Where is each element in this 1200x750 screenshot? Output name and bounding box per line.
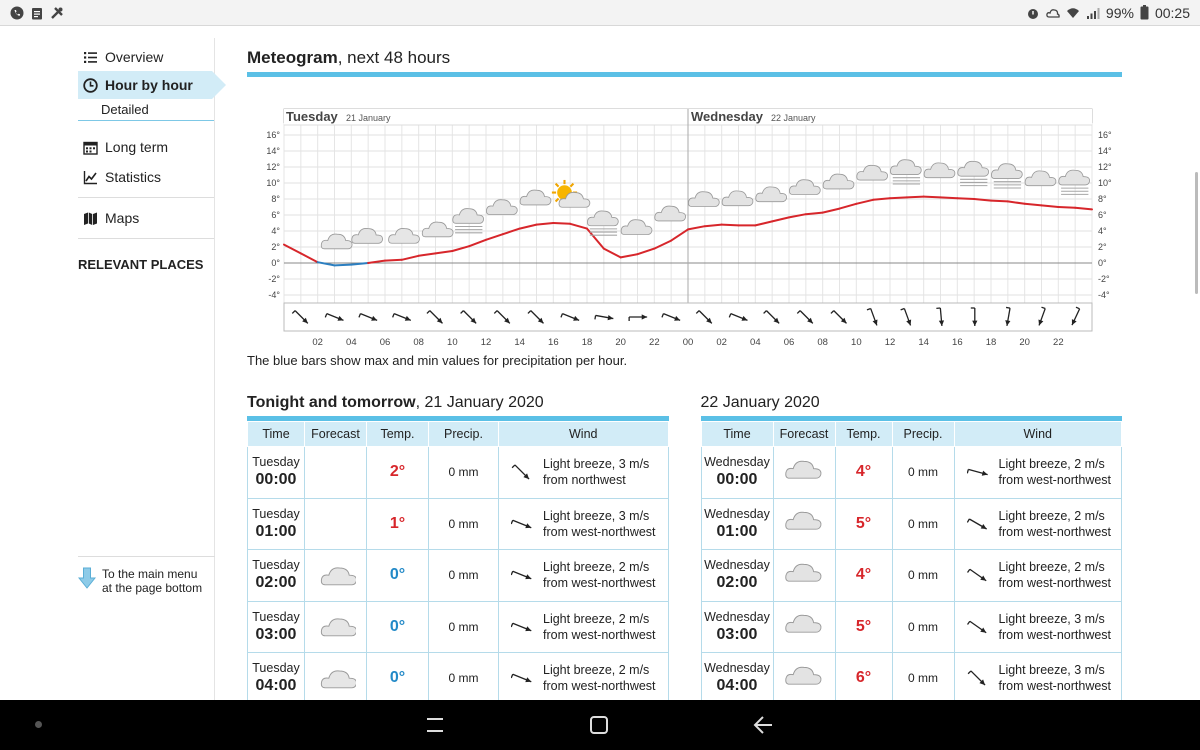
chart-icon bbox=[83, 170, 98, 185]
wind-direction-icon bbox=[967, 616, 989, 638]
col-time: Time bbox=[701, 422, 773, 447]
table-row bbox=[248, 498, 669, 550]
y-tick-left: 10° bbox=[266, 178, 280, 188]
row-day: Wednesday bbox=[704, 609, 770, 624]
wind-direction-icon bbox=[967, 513, 989, 535]
wind-direction: from west-northwest bbox=[543, 627, 656, 642]
table-row bbox=[248, 447, 669, 499]
x-tick: 02 bbox=[312, 337, 323, 345]
sidebar-item-label: Maps bbox=[105, 210, 140, 226]
y-tick-left: 16° bbox=[266, 130, 280, 140]
cell-time bbox=[701, 550, 773, 602]
temperature-segment bbox=[553, 223, 570, 224]
x-tick: 20 bbox=[1019, 337, 1030, 345]
weather-symbol-moon-cloud bbox=[321, 661, 356, 687]
wind-direction: from west-northwest bbox=[998, 627, 1112, 642]
x-tick: 08 bbox=[817, 337, 828, 345]
temperature-segment bbox=[907, 197, 924, 198]
temperature-segment bbox=[957, 198, 974, 199]
wind-direction-icon bbox=[511, 513, 533, 535]
y-tick-left: 6° bbox=[271, 210, 280, 220]
cell-time bbox=[701, 447, 773, 499]
wind-speed: Light breeze, 2 m/s bbox=[998, 457, 1105, 472]
wind-direction-icon bbox=[511, 616, 533, 638]
calendar-icon bbox=[83, 140, 98, 155]
recents-icon[interactable] bbox=[424, 713, 446, 737]
cell-precip: 0 mm bbox=[892, 447, 954, 499]
row-hour: 01:00 bbox=[255, 522, 297, 540]
x-tick: 20 bbox=[615, 337, 626, 345]
temperature-segment bbox=[722, 225, 739, 226]
row-hour: 00:00 bbox=[255, 471, 297, 489]
temperature-segment bbox=[890, 197, 907, 198]
status-bar bbox=[0, 0, 1200, 26]
wind-direction: from northwest bbox=[543, 473, 626, 488]
cell-wind bbox=[499, 550, 669, 602]
wind-direction: from west-northwest bbox=[998, 576, 1112, 591]
x-tick: 08 bbox=[413, 337, 424, 345]
phone-icon bbox=[10, 6, 24, 20]
row-day: Tuesday bbox=[252, 455, 300, 470]
sidebar-item-long-term[interactable] bbox=[78, 133, 215, 161]
cell-wind bbox=[954, 498, 1122, 550]
cell-temp bbox=[835, 653, 892, 705]
cell-precip: 0 mm bbox=[892, 653, 954, 705]
cell-time bbox=[248, 498, 305, 550]
x-tick: 02 bbox=[716, 337, 727, 345]
sidebar bbox=[78, 38, 215, 700]
wifi-icon bbox=[1066, 6, 1080, 20]
temperature-value: 0° bbox=[389, 669, 406, 687]
battery-level: 99% bbox=[1105, 4, 1134, 21]
cell-temp bbox=[367, 550, 429, 602]
cell-wind bbox=[954, 447, 1122, 499]
wind-direction: from west-northwest bbox=[998, 524, 1112, 539]
clock-icon bbox=[83, 78, 98, 93]
temperature-segment bbox=[924, 197, 941, 198]
meteogram-title: Meteogram, next 48 hours bbox=[247, 48, 1122, 77]
cell-precip: 0 mm bbox=[429, 601, 499, 653]
cell-wind bbox=[499, 653, 669, 705]
row-day: Wednesday bbox=[704, 661, 770, 676]
tomorrow-table-block bbox=[701, 394, 1123, 705]
home-icon[interactable] bbox=[588, 713, 610, 737]
table-row bbox=[248, 653, 669, 705]
y-tick-right: 0° bbox=[1098, 258, 1107, 268]
forecast-icon bbox=[784, 660, 824, 694]
cell-precip: 0 mm bbox=[892, 601, 954, 653]
meteogram-chart bbox=[247, 77, 1122, 345]
forecast-icon bbox=[316, 454, 356, 488]
wind-direction: from west-northwest bbox=[543, 679, 656, 694]
temperature-segment bbox=[335, 265, 352, 266]
cell-precip: 0 mm bbox=[429, 447, 499, 499]
cell-temp bbox=[835, 498, 892, 550]
cell-time bbox=[701, 498, 773, 550]
y-tick-right: 12° bbox=[1098, 162, 1112, 172]
nav-dot bbox=[35, 721, 42, 728]
x-tick: 10 bbox=[447, 337, 458, 345]
table-row bbox=[701, 653, 1122, 705]
table-row bbox=[701, 447, 1122, 499]
cloud-sync-icon bbox=[1046, 6, 1060, 20]
x-tick: 14 bbox=[514, 337, 525, 345]
wind-direction: from west-northwest bbox=[543, 576, 656, 591]
android-nav-bar bbox=[0, 700, 1200, 750]
day1-date: 21 January bbox=[346, 113, 391, 123]
wind-speed: Light breeze, 3 m/s bbox=[998, 663, 1105, 678]
col-temp: Temp. bbox=[367, 422, 429, 447]
row-day: Wednesday bbox=[704, 558, 770, 573]
cell-precip: 0 mm bbox=[892, 550, 954, 602]
forecast-icon bbox=[316, 505, 356, 539]
cell-time bbox=[248, 601, 305, 653]
x-tick: 18 bbox=[985, 337, 997, 345]
cell-time bbox=[248, 550, 305, 602]
wind-arrow bbox=[511, 572, 531, 580]
temperature-value: 0° bbox=[389, 566, 406, 584]
relevant-places-heading: RELEVANT PLACES bbox=[78, 257, 204, 272]
cell-time bbox=[701, 653, 773, 705]
main-menu-link-line1: To the main menu bbox=[102, 567, 198, 581]
wind-speed: Light breeze, 3 m/s bbox=[543, 457, 650, 472]
wind-band bbox=[284, 303, 1092, 331]
alarm-icon bbox=[1026, 6, 1040, 20]
temperature-segment bbox=[941, 197, 958, 198]
y-tick-left: 14° bbox=[266, 146, 280, 156]
cell-wind bbox=[499, 447, 669, 499]
temperature-value: 5° bbox=[855, 514, 872, 532]
sidebar-item-maps[interactable] bbox=[78, 204, 215, 232]
x-tick: 04 bbox=[346, 337, 357, 345]
forecast-icon bbox=[316, 608, 356, 642]
temperature-segment bbox=[991, 201, 1008, 202]
row-hour: 03:00 bbox=[716, 625, 758, 643]
today-table-block bbox=[247, 394, 669, 705]
x-tick: 14 bbox=[918, 337, 929, 345]
wind-direction: from west-northwest bbox=[543, 524, 656, 539]
sidebar-item-label: Overview bbox=[105, 49, 164, 65]
cell-wind bbox=[499, 601, 669, 653]
table-row bbox=[248, 601, 669, 653]
tomorrow-table-title: 22 January 2020 bbox=[701, 394, 1123, 421]
cell-wind bbox=[954, 550, 1122, 602]
weather-symbol-moon bbox=[328, 460, 339, 482]
col-precip: Precip. bbox=[892, 422, 954, 447]
wind-speed: Light breeze, 3 m/s bbox=[998, 611, 1105, 626]
scrollbar-thumb[interactable] bbox=[1195, 172, 1198, 294]
cell-precip: 0 mm bbox=[429, 498, 499, 550]
wind-direction-icon bbox=[967, 667, 989, 689]
temperature-segment bbox=[1058, 207, 1075, 208]
row-day: Tuesday bbox=[252, 661, 300, 676]
forecast-icon bbox=[316, 660, 356, 694]
day2-date: 22 January bbox=[771, 113, 816, 123]
wind-arrow bbox=[512, 465, 529, 479]
signal-icon bbox=[1086, 6, 1100, 20]
sidebar-item-hour-by-hour[interactable] bbox=[78, 71, 212, 99]
cell-precip: 0 mm bbox=[429, 550, 499, 602]
weather-symbol-moon bbox=[328, 511, 339, 533]
row-day: Wednesday bbox=[704, 506, 770, 521]
cell-temp bbox=[367, 498, 429, 550]
row-hour: 02:00 bbox=[716, 574, 758, 592]
wind-arrow bbox=[967, 621, 986, 632]
temperature-segment bbox=[385, 260, 402, 261]
cell-forecast bbox=[305, 447, 367, 499]
forecast-icon bbox=[784, 608, 824, 642]
temperature-value: 6° bbox=[855, 669, 872, 687]
sidebar-item-statistics[interactable] bbox=[78, 163, 215, 191]
cell-forecast bbox=[773, 550, 835, 602]
x-tick: 18 bbox=[581, 337, 593, 345]
cell-temp bbox=[835, 447, 892, 499]
cell-time bbox=[248, 447, 305, 499]
main-content bbox=[247, 48, 1122, 705]
x-tick: 22 bbox=[649, 337, 660, 345]
y-tick-right: 14° bbox=[1098, 146, 1112, 156]
cell-precip: 0 mm bbox=[429, 653, 499, 705]
y-tick-right: -2° bbox=[1098, 274, 1110, 284]
forecast-icon bbox=[784, 505, 824, 539]
wind-arrow bbox=[967, 470, 987, 476]
cell-forecast bbox=[305, 601, 367, 653]
col-time: Time bbox=[248, 422, 305, 447]
list-icon bbox=[83, 50, 98, 65]
row-day: Tuesday bbox=[252, 609, 300, 624]
row-day: Tuesday bbox=[252, 558, 300, 573]
battery-icon bbox=[1140, 5, 1149, 20]
x-tick: 22 bbox=[1053, 337, 1064, 345]
cell-time bbox=[701, 601, 773, 653]
col-wind: Wind bbox=[499, 422, 669, 447]
wind-arrow bbox=[511, 623, 531, 631]
y-tick-left: -4° bbox=[268, 290, 280, 300]
x-tick: 10 bbox=[851, 337, 862, 345]
y-tick-left: 0° bbox=[271, 258, 280, 268]
temperature-value: 4° bbox=[855, 463, 872, 481]
table-row bbox=[701, 498, 1122, 550]
forecast-table-tomorrow bbox=[701, 421, 1123, 705]
x-tick: 06 bbox=[783, 337, 795, 345]
cell-forecast bbox=[773, 601, 835, 653]
temperature-value: 1° bbox=[389, 514, 406, 532]
temperature-value: 2° bbox=[389, 463, 406, 481]
y-tick-left: 8° bbox=[271, 194, 280, 204]
main-menu-link[interactable] bbox=[78, 556, 215, 595]
cell-temp bbox=[835, 601, 892, 653]
wind-speed: Light breeze, 2 m/s bbox=[543, 611, 650, 626]
table-row bbox=[701, 601, 1122, 653]
clipboard-icon bbox=[30, 6, 44, 20]
forecast-icon bbox=[316, 557, 356, 591]
y-tick-left: 2° bbox=[271, 242, 280, 252]
row-hour: 00:00 bbox=[716, 471, 758, 489]
col-forecast: Forecast bbox=[305, 422, 367, 447]
wind-direction-icon bbox=[967, 461, 989, 483]
back-icon[interactable] bbox=[752, 713, 774, 737]
wind-speed: Light breeze, 2 m/s bbox=[543, 560, 650, 575]
wind-speed: Light breeze, 3 m/s bbox=[543, 508, 650, 523]
temperature-value: 4° bbox=[855, 566, 872, 584]
meteogram bbox=[247, 77, 1122, 345]
col-wind: Wind bbox=[954, 422, 1122, 447]
x-tick: 04 bbox=[750, 337, 761, 345]
row-day: Tuesday bbox=[252, 506, 300, 521]
row-hour: 04:00 bbox=[716, 677, 758, 695]
weather-symbol-cloud bbox=[786, 667, 821, 684]
cell-temp bbox=[367, 653, 429, 705]
row-hour: 02:00 bbox=[255, 574, 297, 592]
y-tick-left: 12° bbox=[266, 162, 280, 172]
cell-temp bbox=[367, 601, 429, 653]
arrow-down-icon bbox=[78, 567, 96, 589]
col-precip: Precip. bbox=[429, 422, 499, 447]
row-hour: 01:00 bbox=[716, 522, 758, 540]
wind-speed: Light breeze, 2 m/s bbox=[998, 560, 1105, 575]
sidebar-item-overview[interactable] bbox=[78, 43, 215, 71]
cell-wind bbox=[954, 653, 1122, 705]
meteogram-caption: The blue bars show max and min values for precipitation per hour. bbox=[247, 353, 628, 368]
cell-precip: 0 mm bbox=[892, 498, 954, 550]
wind-speed: Light breeze, 2 m/s bbox=[998, 508, 1105, 523]
temperature-value: 0° bbox=[389, 617, 406, 635]
weather-symbol-cloud bbox=[786, 513, 821, 530]
x-tick: 06 bbox=[379, 337, 391, 345]
y-tick-left: -2° bbox=[268, 274, 280, 284]
clock-time: 00:25 bbox=[1154, 4, 1190, 21]
cell-forecast bbox=[305, 498, 367, 550]
y-tick-right: 10° bbox=[1098, 178, 1112, 188]
sidebar-item-label: Statistics bbox=[105, 169, 162, 185]
cell-wind bbox=[499, 498, 669, 550]
wind-arrow bbox=[967, 570, 986, 581]
day2-label: Wednesday bbox=[691, 109, 764, 124]
wind-arrow bbox=[511, 520, 531, 528]
cell-forecast bbox=[773, 653, 835, 705]
main-menu-link-line2: at the page bottom bbox=[102, 581, 203, 595]
y-tick-right: 8° bbox=[1098, 194, 1107, 204]
row-hour: 03:00 bbox=[255, 625, 297, 643]
wind-direction: from west-northwest bbox=[998, 679, 1112, 694]
table-row bbox=[701, 550, 1122, 602]
wind-direction-icon bbox=[511, 564, 533, 586]
x-tick: 12 bbox=[480, 337, 492, 345]
cell-temp bbox=[367, 447, 429, 499]
wind-speed: Light breeze, 2 m/s bbox=[543, 663, 650, 678]
sidebar-item-label: Long term bbox=[105, 139, 169, 155]
wind-arrow bbox=[967, 519, 986, 529]
weather-symbol-cloud bbox=[786, 564, 821, 581]
sidebar-item-detailed[interactable]: Detailed bbox=[78, 99, 215, 121]
weather-symbol-moon-cloud bbox=[321, 610, 356, 636]
x-tick: 16 bbox=[952, 337, 963, 345]
wind-direction-icon bbox=[511, 461, 533, 483]
wind-direction: from west-northwest bbox=[998, 473, 1112, 488]
x-tick: 12 bbox=[884, 337, 896, 345]
today-table-title: Tonight and tomorrow, 21 January 2020 bbox=[247, 394, 669, 421]
wind-direction-icon bbox=[967, 564, 989, 586]
y-tick-right: 2° bbox=[1098, 242, 1107, 252]
forecast-icon bbox=[784, 454, 824, 488]
wind-arrow bbox=[968, 671, 985, 685]
forecast-icon bbox=[784, 557, 824, 591]
x-tick: 16 bbox=[548, 337, 559, 345]
wind-direction-icon bbox=[511, 667, 533, 689]
cell-temp bbox=[835, 550, 892, 602]
col-forecast: Forecast bbox=[773, 422, 835, 447]
table-row bbox=[248, 550, 669, 602]
temperature-value: 5° bbox=[855, 617, 872, 635]
map-icon bbox=[83, 211, 98, 226]
row-day: Wednesday bbox=[704, 455, 770, 470]
weather-symbol-cloud bbox=[786, 461, 821, 478]
x-tick: 00 bbox=[682, 337, 694, 345]
y-tick-right: 16° bbox=[1098, 130, 1112, 140]
col-temp: Temp. bbox=[835, 422, 892, 447]
forecast-table-today bbox=[247, 421, 669, 705]
weather-symbol-cloud bbox=[786, 616, 821, 633]
wind-arrow bbox=[511, 675, 531, 683]
weather-symbol-moon-cloud bbox=[321, 558, 356, 584]
y-tick-left: 4° bbox=[271, 226, 280, 236]
y-tick-right: 6° bbox=[1098, 210, 1107, 220]
cell-forecast bbox=[773, 447, 835, 499]
tools-icon bbox=[50, 6, 64, 20]
cell-forecast bbox=[305, 550, 367, 602]
day1-label: Tuesday bbox=[286, 109, 338, 124]
sidebar-item-label: Hour by hour bbox=[105, 77, 193, 93]
cell-wind bbox=[954, 601, 1122, 653]
y-tick-right: -4° bbox=[1098, 290, 1110, 300]
cell-time bbox=[248, 653, 305, 705]
cell-forecast bbox=[305, 653, 367, 705]
y-tick-right: 4° bbox=[1098, 226, 1107, 236]
row-hour: 04:00 bbox=[255, 677, 297, 695]
cell-forecast bbox=[773, 498, 835, 550]
